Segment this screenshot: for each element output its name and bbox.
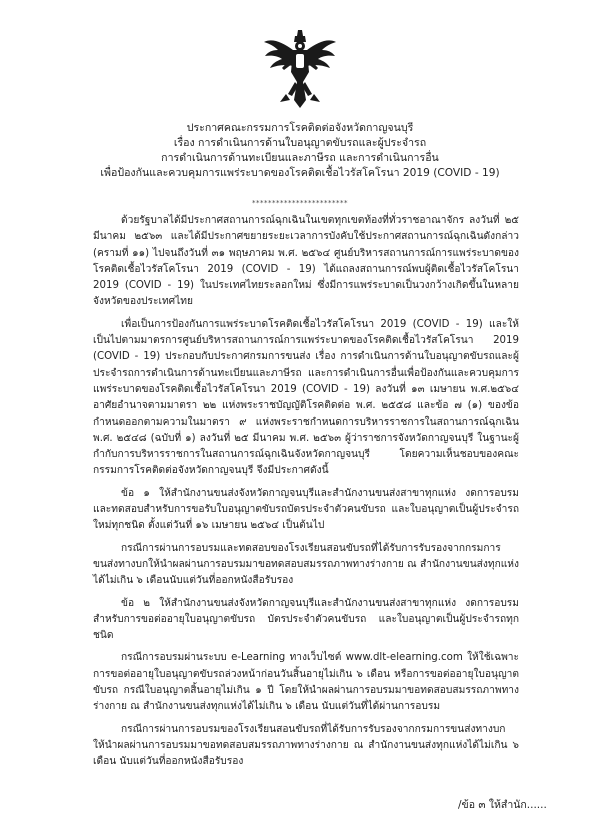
paragraph-clause-2-elearning: กรณีการอบรมผ่านระบบ e-Learning ทางเว็บไซต์ www.dlt-elearning.com ให้ใช้เฉพาะการขอต่ออายุใบอนุญาตขับรถล่วงหน้าก่อนวันสิ้นอายุไม่เกิน ๖ เดือน หรือการขอต่ออายุใบอนุญาตขับรถ กรณีใบอนุญาตสิ้นอายุไม่เกิน ๑ ปี โดยให้นำผลผ่านการอบรมมาขอทดสอบสมรรถภาพทางร่างกาย ณ สำนักงานขนส่งทุกแห่งได้ไม่เกิน ๖ เดือน นับแต่วันที่ได้ผ่านการอบรม [93,652,519,713]
announcement-subject: เรื่อง การดำเนินการด้านใบอนุญาตขับรถและผู้ประจำรถ [173,137,427,149]
paragraph-clause-2-exception: กรณีการผ่านการอบรมของโรงเรียนสอนขับรถที่ได้รับการรับรองจากกรมการขนส่งทางบก ให้นำผลผ่านการอบรมมาขอทดสอบสมรรถภาพทางร่างกาย ณ สำนักงานขนส่งทุกแห่งได้ไม่เกิน ๖ เดือน นับแต่วันที่ออกหนังสือรับรอง [93,723,519,768]
garuda-emblem-icon [262,28,338,110]
announcement-subject-line-3: เพื่อป้องกันและควบคุมการแพร่ระบาดของโรคติดเชื้อไวรัสโคโรนา 2019 (COVID - 19) [100,167,500,179]
page-continuation-note: /ข้อ ๓ ให้สำนัก...... [458,799,547,811]
announcement-issuer: ประกาศคณะกรรมการโรคติดต่อจังหวัดกาญจนบุรี [186,122,414,134]
paragraph-clause-1: ข้อ ๑ ให้สำนักงานขนส่งจังหวัดกาญจนบุรีและสำนักงานขนส่งสาขาทุกแห่ง งดการอบรมและทดสอบสำหรับการขอรับใบอนุญาตขับรถบัตรประจำตัวคนขับรถ และใบอนุญาตเป็นผู้ประจำรถใหม่ทุกชนิด ตั้งแต่วันที่ ๑๖ เมษายน ๒๕๖๔ เป็นต้นไป [93,487,519,532]
paragraph-clause-1-exception: กรณีการผ่านการอบรมและทดสอบของโรงเรียนสอนขับรถที่ได้รับการรับรองจากกรมการขนส่งทางบกให้นำผลผ่านการอบรมมาขอทดสอบสมรรถภาพทางร่างกาย ณ สำนักงานขนส่งทุกแห่งได้ไม่เกิน ๖ เดือนนับแต่วันที่ออกหนังสือรับรอง [93,542,519,587]
announcement-header [0,121,600,181]
paragraph-background: ด้วยรัฐบาลได้มีประกาศสถานการณ์ฉุกเฉินในเขตทุกเขตท้องที่ทั่วราชอาณาจักร ลงวันที่ ๒๕ มีนาคม ๒๕๖๓ และได้มีประกาศขยายระยะเวลาการบังคับใช้ประกาศสถานการณ์ฉุกเฉินดังกล่าว (ครามที่ ๑๑) ไปจนถึงวันที่ ๓๑ พฤษภาคม พ.ศ. ๒๕๖๔ ศูนย์บริหารสถานการณ์การแพร่ระบาดของโรคติดเชื้อไวรัสโคโรนา 2019 (COVID - 19) ได้แถลงสถานการณ์พบผู้ติดเชื้อไวรัสโคโรนา 2019 (COVID - 19) ในประเทศไทยระลอกใหม่ ซึ่งมีการแพร่ระบาดเป็นวงกว้างเกิดขึ้นในหลายจังหวัดของประเทศไทย [93,215,519,308]
paragraph-clause-2: ข้อ ๒ ให้สำนักงานขนส่งจังหวัดกาญจนบุรีและสำนักงานขนส่งสาขาทุกแห่ง งดการอบรมสำหรับการขอต่ออายุใบอนุญาตขับรถ บัตรประจำตัวคนขับรถ และใบอนุญาตเป็นผู้ประจำรถทุกชนิด [93,597,519,642]
header-separator: ************************ [252,199,348,207]
paragraph-legal-basis: เพื่อเป็นการป้องกันการแพร่ระบาดโรคติดเชื้อไวรัสโคโรนา 2019 (COVID - 19) และให้เป็นไปตามมาตรการศูนย์บริหารสถานการณ์การแพร่ระบาดของโรคติดเชื้อไวรัสโคโรนา 2019 (COVID - 19) ประกอบกับประกาศกรมการขนส่ง เรื่อง การดำเนินการด้านใบอนุญาตขับรถและผู้ประจำรถการดำเนินการด้านทะเบียนและภาษีรถ และการดำเนินการอื่นเพื่อป้องกันและควบคุมการแพร่ระบาดของโรคติดเชื้อไวรัสโคโรนา 2019 (COVID - 19) ลงวันที่ ๑๓ เมษายน พ.ศ.๒๕๖๔ อาศัยอำนาจตามมาตรา ๒๒ แห่งพระราชบัญญัติโรคติดต่อ พ.ศ. ๒๕๕๘ และข้อ ๗ (๑) ของข้อกำหนดออกตามความในมาตรา ๙ แห่งพระราชกำหนดการบริหารราชการในสถานการณ์ฉุกเฉิน พ.ศ. ๒๕๔๘ (ฉบับที่ ๑) ลงวันที่ ๒๕ มีนาคม พ.ศ. ๒๕๖๓ ผู้ว่าราชการจังหวัดกาญจนบุรี ในฐานะผู้กำกับการบริหารราชการในสถานการณ์ฉุกเฉินจังหวัดกาญจนบุรี โดยความเห็นชอบของคณะกรรมการโรคติดต่อจังหวัดกาญจนบุรี จึงมีประกาศดังนี้ [93,318,519,477]
announcement-subject-line-2: การดำเนินการด้านทะเบียนและภาษีรถ และการดำเนินการอื่น [161,152,439,164]
announcement-body [93,213,519,771]
